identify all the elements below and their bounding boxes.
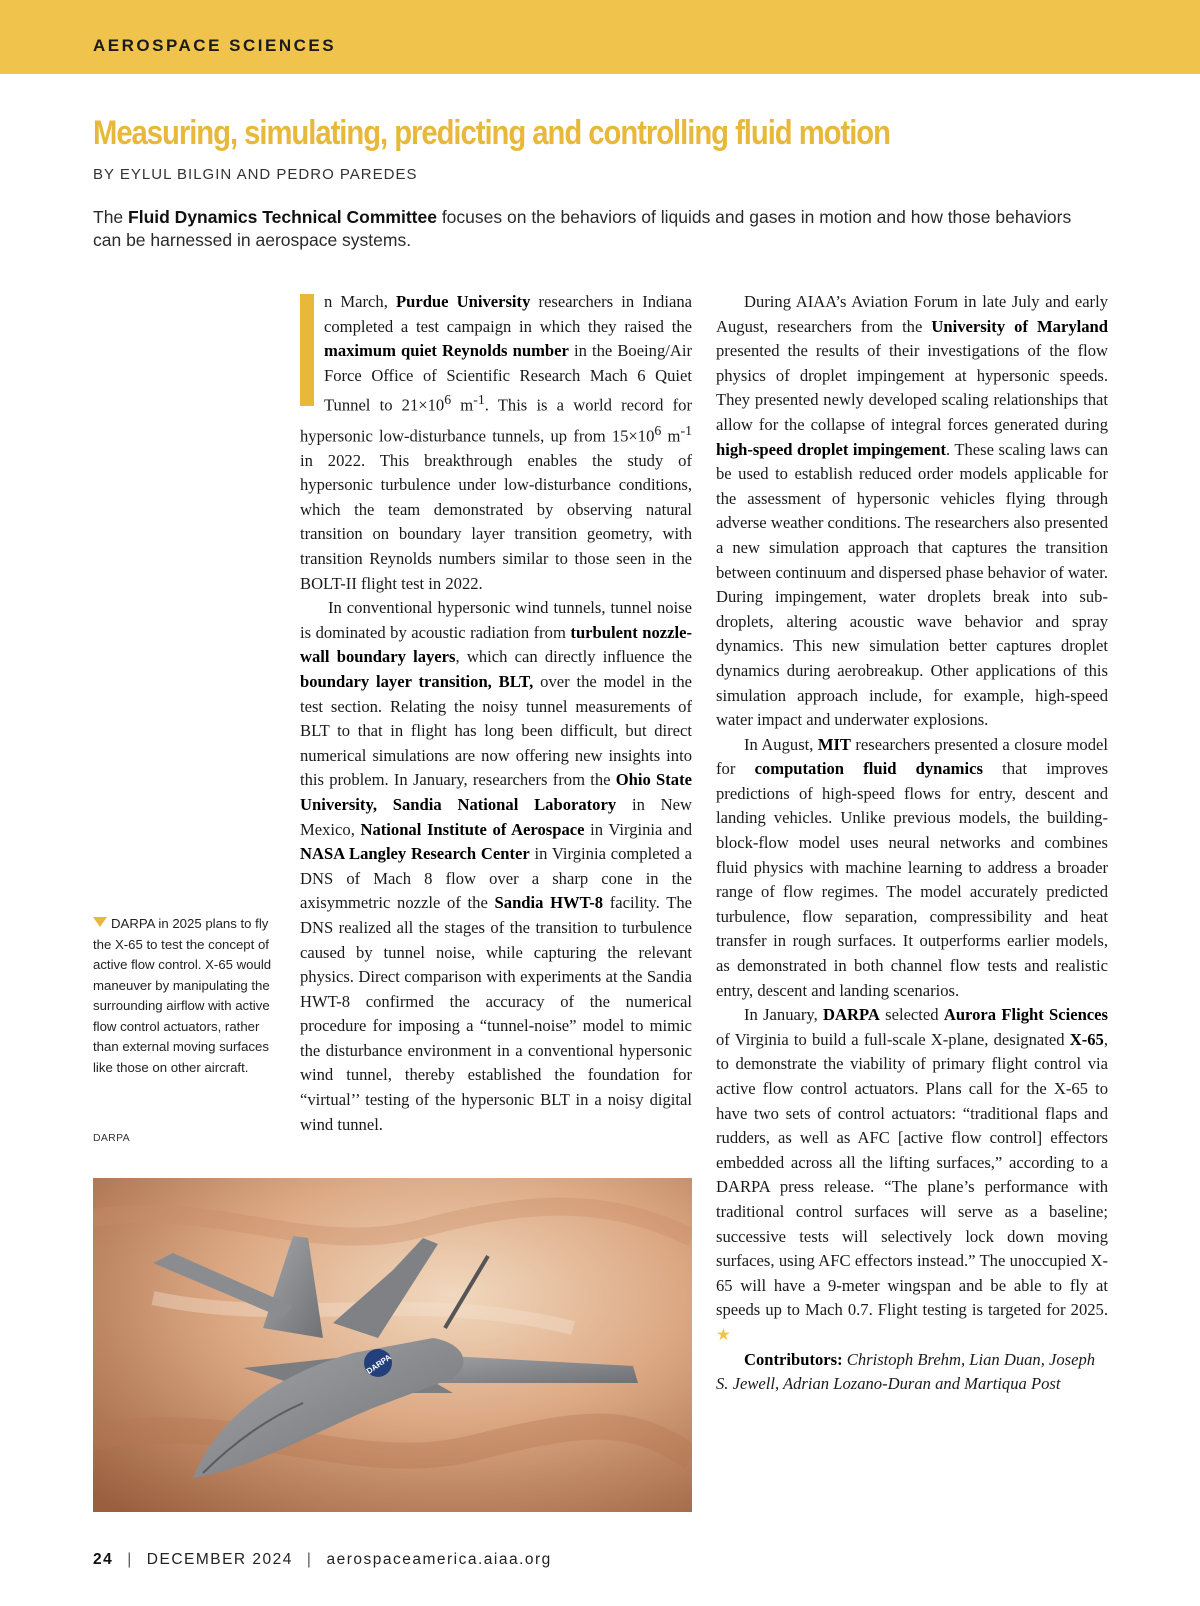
page-footer xyxy=(93,1551,552,1569)
text: In August, xyxy=(744,734,818,754)
caption-text: DARPA in 2025 plans to fly the X-65 to test the concept of active flow control. X-65 would maneuver by manipulating the surrounding airflow with active flow control actuators, rather than external moving surfaces like those on other aircraft. xyxy=(93,916,272,1075)
contributors-names: Christoph Brehm, Lian Duan, Joseph S. Jewell, Adrian Lozano-Duran and Martiqua Post xyxy=(716,1349,1096,1394)
darpa-badge: DARPA xyxy=(364,1352,393,1376)
bold-text: DARPA xyxy=(823,1005,880,1025)
bold-text: Sandia HWT-8 xyxy=(494,893,604,913)
body-column-right xyxy=(716,290,1108,1397)
text: in Virginia and xyxy=(584,819,692,839)
text: , to demonstrate the viability of primary flight control via active flow control actuators. Plans call for the X-65 to have two sets of control actuators: “traditional flaps and rudders, as well as AFC [active flow control] effectors embedded across all the lifting surfaces,” according to a DARPA press release. “The plane’s performance with traditional control surfaces will serve as a baseline; successive tests will selectively lock down moving surfaces, using AFC effectors instead.” The unoccupied X-65 will have a 9-meter wingspan and be able to fly at speeds up to Mach 0.7. Flight testing is targeted for 2025. xyxy=(716,1029,1108,1320)
text: in 2022. This breakthrough enables the study of hypersonic turbulence under low-disturbance conditions, which the team demonstrated by observing natural transition on boundary layer transition geometry, with transition Reynolds numbers similar to those seen in the BOLT-II flight test in 2022. xyxy=(300,450,692,593)
text: , which can directly influence the xyxy=(455,647,692,667)
text: selected xyxy=(879,1005,944,1025)
section-header-band xyxy=(0,0,1200,74)
paragraph-tunnel-noise xyxy=(300,596,692,1137)
text: presented the results of their investigations of the flow physics of droplet impingement at hypersonic speeds. They presented newly developed scaling relationships that allow for the collapse of integral forces generated during xyxy=(716,341,1108,434)
text: During AIAA’s Aviation Forum in late July and early August, researchers from the xyxy=(716,292,1108,336)
bold-text: X-65 xyxy=(1069,1029,1104,1049)
text: in New Mexico, xyxy=(300,794,692,839)
drop-cap xyxy=(300,294,314,406)
issue-date: DECEMBER 2024 xyxy=(146,1551,293,1568)
byline: BY EYLUL BILGIN AND PEDRO PAREDES xyxy=(93,166,418,183)
paragraph-darpa xyxy=(716,1003,1108,1347)
x65-aircraft-image xyxy=(93,1178,692,1512)
end-star-icon: ★ xyxy=(716,1324,731,1344)
dek-text: focuses on the behaviors of liquids and gases in motion and how those behaviors can be harnessed in aerospace systems. xyxy=(93,207,1072,250)
figure-caption xyxy=(93,914,283,1078)
bold-text: NASA Langley Research Center xyxy=(300,844,530,864)
section-label: AEROSPACE SCIENCES xyxy=(93,36,337,55)
text: that improves predictions of high-speed flows for entry, descent and landing vehicles. Unlike previous models, the building-block-flow model uses neural networks and combines fluid physics with machine learning to address a broader range of flow regimes. The model accurately predicted turbulence, flow separation, compressibility and heat transfer in rough surfaces. It outperforms earlier models, as demonstrated in both channel flow tests and realistic entry, descent and landing scenarios. xyxy=(716,759,1109,1000)
paragraph-maryland xyxy=(716,290,1108,733)
text: m xyxy=(661,426,681,446)
dek-committee: Fluid Dynamics Technical Committee xyxy=(128,207,437,227)
text: over the model in the test section. Relating the noisy tunnel measurements of BLT to that in flight has long been difficult, but direct numerical simulations are now offering new insights into this problem. In January, researchers from the xyxy=(300,671,692,790)
text: . These scaling laws can be used to establish reduced order models applicable for the assessment of hypersonic vehicles flying through adverse weather conditions. The researchers also presented a new simulation approach that captures the transition between continuum and dispersed phase behavior of water. During impingement, water droplets break into sub-droplets, altering acoustic wave behavior and spray dynamics. This new simulation better captures droplet dynamics during aerobreakup. Other applications of this simulation approach include, for example, high-speed water impact and underwater explosions. xyxy=(716,439,1108,730)
paragraph-purdue xyxy=(300,290,692,596)
caption-arrow-icon xyxy=(93,917,107,927)
text: researchers in Indiana completed a test campaign in which they raised the xyxy=(324,292,692,336)
contributors-label: Contributors: xyxy=(744,1349,843,1369)
bold-text: boundary layer transition, BLT, xyxy=(300,671,534,691)
bold-text: high-speed droplet impingement xyxy=(716,439,946,459)
bold-text: turbulent nozzle-wall boundary layers xyxy=(300,622,693,667)
text: n March, xyxy=(324,292,396,311)
text: facility. The DNS realized all the stages of the transition to turbulence caused by tunnel noise, while capturing the relevant physics. Direct comparison with experiments at the Sandia HWT-8 confirmed the accuracy of the numerical procedure for imposing a “tunnel-noise” model to mimic the disturbance environment in a conventional hypersonic wind tunnel, thereby established the foundation for “virtual’’ testing of the hypersonic BLT in a noisy digital wind tunnel. xyxy=(300,893,692,1134)
text: in Virginia completed a DNS of Mach 8 flow over a sharp cone in the axisymmetric nozzle of the xyxy=(300,844,692,913)
dek-text: The xyxy=(93,207,129,227)
article-title: Measuring, simulating, predicting and controlling fluid motion xyxy=(93,114,890,152)
bold-text: National Institute of Aerospace xyxy=(360,819,585,839)
body-column-left xyxy=(300,290,692,1137)
text: of Virginia to build a full-scale X-plane, designated xyxy=(716,1029,1070,1049)
contributors xyxy=(716,1348,1108,1397)
text: researchers presented a closure model for xyxy=(716,734,1108,779)
text: In conventional hypersonic wind tunnels, tunnel noise is dominated by acoustic radiation from xyxy=(300,598,692,642)
text: . This is a world record for hypersonic low-disturbance tunnels, up from 15×10 xyxy=(300,395,692,446)
bold-text: Aurora Flight Sciences xyxy=(943,1005,1108,1025)
footer-separator: | xyxy=(306,1551,313,1568)
bold-text: Ohio State University, Sandia National Laboratory xyxy=(300,770,692,814)
text: in the Boeing/Air Force Office of Scientific Research Mach 6 Quiet Tunnel to 21×10 xyxy=(324,341,692,415)
x65-illustration xyxy=(93,1178,692,1512)
bold-text: maximum quiet Reynolds number xyxy=(324,341,569,361)
bold-text: computation fluid dynamics xyxy=(754,759,983,779)
footer-separator: | xyxy=(127,1551,133,1568)
site-url: aerospaceamerica.aiaa.org xyxy=(326,1551,552,1568)
photo-credit: DARPA xyxy=(93,1132,130,1144)
bold-text: University of Maryland xyxy=(931,316,1108,336)
text: m xyxy=(451,395,474,415)
superscript: 6 xyxy=(654,422,662,438)
paragraph-mit xyxy=(716,733,1108,1004)
page-number: 24 xyxy=(93,1551,114,1568)
bold-text: MIT xyxy=(817,734,851,754)
bold-text: Purdue University xyxy=(395,292,531,311)
superscript: -1 xyxy=(680,422,692,438)
article-dek xyxy=(93,206,1103,252)
text: In January, xyxy=(744,1005,824,1025)
superscript: -1 xyxy=(473,392,485,408)
superscript: 6 xyxy=(444,392,452,408)
